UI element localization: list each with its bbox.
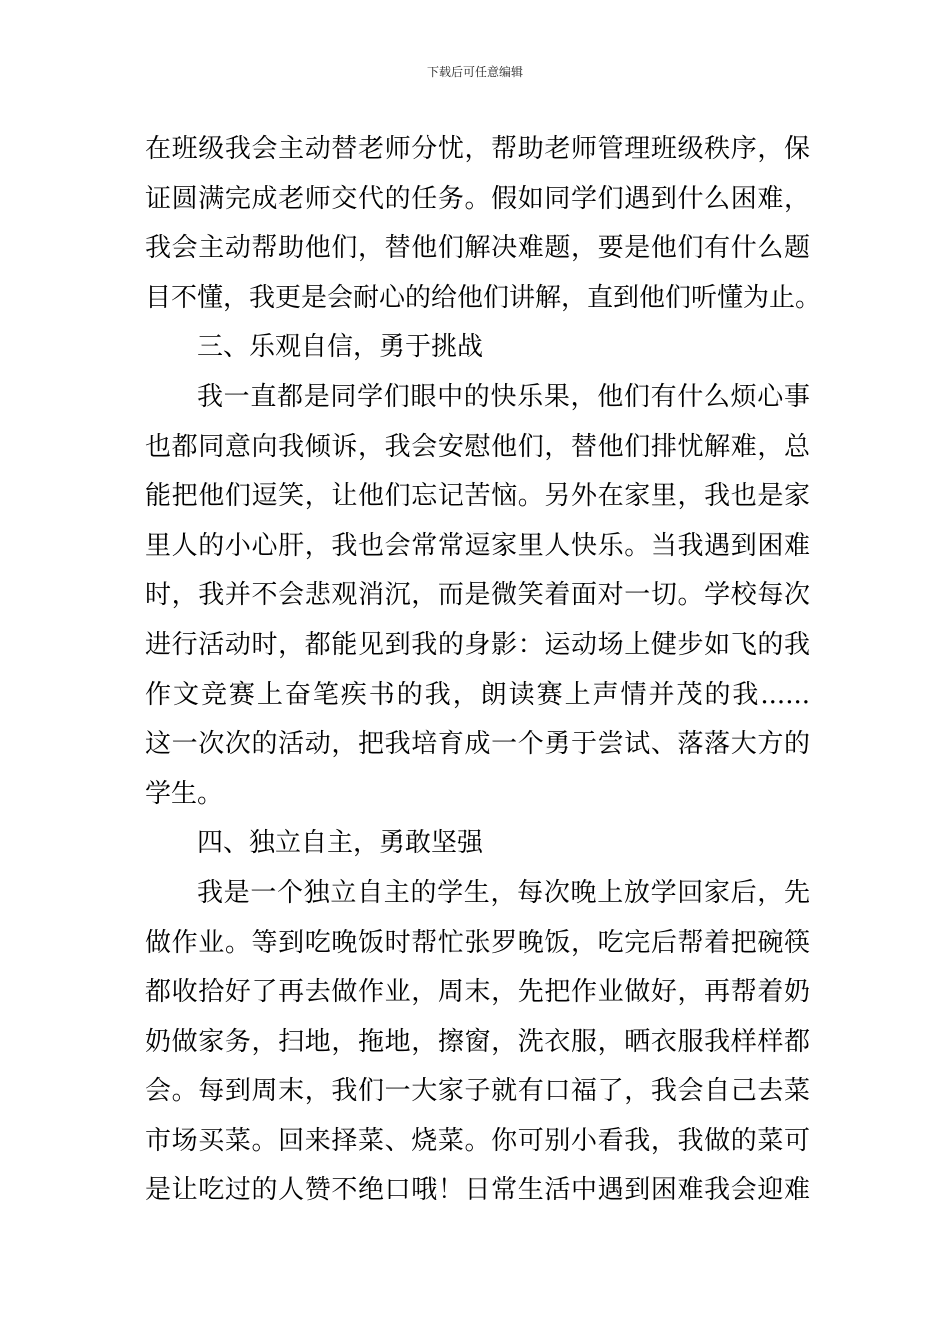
text-line: 我会主动帮助他们，替他们解决难题，要是他们有什么题 <box>145 233 810 264</box>
text-line: 时，我并不会悲观消沉，而是微笑着面对一切。学校每次 <box>145 580 810 611</box>
text-line: 是让吃过的人赞不绝口哦！日常生活中遇到困难我会迎难 <box>145 1175 810 1206</box>
text-line: 会。每到周末，我们一大家子就有口福了，我会自己去菜 <box>145 1076 810 1107</box>
text-line: 奶做家务，扫地，拖地，擦窗，洗衣服，晒衣服我样样都 <box>145 1026 810 1057</box>
text-line: 进行活动时，都能见到我的身影：运动场上健步如飞的我 <box>145 629 810 660</box>
text-line: 证圆满完成老师交代的任务。假如同学们遇到什么困难， <box>145 183 810 214</box>
text-line: 学生。 <box>145 778 224 809</box>
text-line: 作文竞赛上奋笔疾书的我，朗读赛上声情并茂的我...... <box>145 679 810 710</box>
text-line: 我是一个独立自主的学生，每次晚上放学回家后，先 <box>197 877 810 908</box>
section-heading: 三、乐观自信，勇于挑战 <box>197 332 484 363</box>
text-line: 能把他们逗笑，让他们忘记苦恼。另外在家里，我也是家 <box>145 481 810 512</box>
page-header: 下载后可任意编辑 <box>426 65 523 79</box>
text-line: 目不懂，我更是会耐心的给他们讲解，直到他们听懂为止。 <box>145 282 822 313</box>
text-line: 里人的小心肝，我也会常常逗家里人快乐。当我遇到困难 <box>145 530 810 561</box>
text-line: 我一直都是同学们眼中的快乐果，他们有什么烦心事 <box>197 381 810 412</box>
text-line: 这一次次的活动，把我培育成一个勇于尝试、落落大方的 <box>145 729 810 760</box>
text-line: 也都同意向我倾诉，我会安慰他们，替他们排忧解难，总 <box>145 431 810 462</box>
text-line: 做作业。等到吃晚饭时帮忙张罗晚饭，吃完后帮着把碗筷 <box>145 927 810 958</box>
text-line: 都收拾好了再去做作业，周末，先把作业做好，再帮着奶 <box>145 977 810 1008</box>
text-line: 市场买菜。回来择菜、烧菜。你可别小看我，我做的菜可 <box>145 1125 810 1156</box>
body-text <box>145 125 822 1216</box>
text-line: 在班级我会主动替老师分忧，帮助老师管理班级秩序，保 <box>145 134 810 164</box>
section-heading: 四、独立自主，勇敢坚强 <box>197 828 484 859</box>
